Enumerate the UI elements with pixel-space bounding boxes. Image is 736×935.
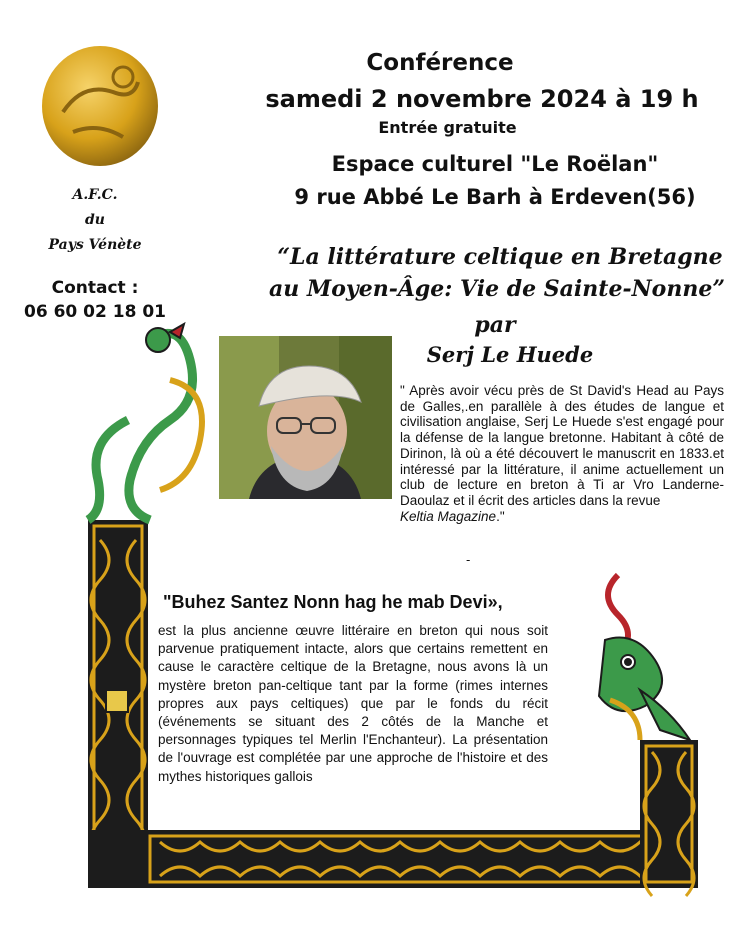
work-title: "Buhez Santez Nonn hag he mab Devi», — [163, 592, 503, 612]
event-date: samedi 2 novembre 2024 à 19 h — [265, 85, 699, 113]
gaulish-coin-logo — [38, 42, 162, 170]
contact-label: Contact : — [51, 278, 139, 298]
talk-title-line-2: au Moyen-Âge: Vie de Sainte-Nonne” — [268, 276, 726, 302]
speaker-biography — [400, 383, 724, 524]
contact-phone: 06 60 02 18 01 — [24, 302, 166, 322]
talk-title-line-1: “La littérature celtique en Bretagne — [277, 244, 723, 270]
org-line-1: A.F.C. — [72, 187, 118, 203]
magazine-name: Keltia Magazine — [400, 508, 497, 524]
org-line-3: Pays Vénète — [48, 237, 142, 253]
work-description: est la plus ancienne œuvre littéraire en breton qui nous soit parvenue pratiquement intacte, alors que certains remettent en cause le caractère celtique de la Bretagne, nous avons là un mystère breton pan-celtique tant par la forme (rimes internes propres aux pays celtiques) que par le fonds du récit (événements se situant des 2 côtés de la Manche et personnages typiques tel Merlin l'Enchanteur). La présentation de l'ouvrage est complétée par une approche de l'histoire et des mythes historiques gallois — [158, 623, 548, 784]
speaker-photo — [219, 336, 392, 499]
separator-dash: - — [466, 553, 471, 567]
talk-by: par — [474, 312, 516, 338]
organization-name — [30, 183, 160, 258]
venue-address: 9 rue Abbé Le Barh à Erdeven(56) — [294, 185, 696, 209]
bio-text: " Après avoir vécu près de St David's Head au Pays de Galles,.en parallèle à des études de langue et civilisation anglaise, Serj Le Huede s'est engagé pour la défense de la langue bretonne. Habitant à côté de Dirinon, là où a été découvert le manuscrit en 1833.et intéressé par la littérature, il anime actuellement un club de lecture en breton à Ti ar Vro Landerne-Daoulaz et il écrit des articles dans la revue — [400, 383, 724, 508]
org-line-2: du — [85, 212, 105, 228]
contact-block — [20, 276, 170, 324]
entry-info: Entrée gratuite — [378, 118, 517, 137]
event-type: Conférence — [366, 50, 514, 76]
speaker-name: Serj Le Huede — [426, 342, 594, 367]
bio-end: ." — [496, 508, 505, 524]
venue-name: Espace culturel "Le Roëlan" — [331, 152, 659, 176]
